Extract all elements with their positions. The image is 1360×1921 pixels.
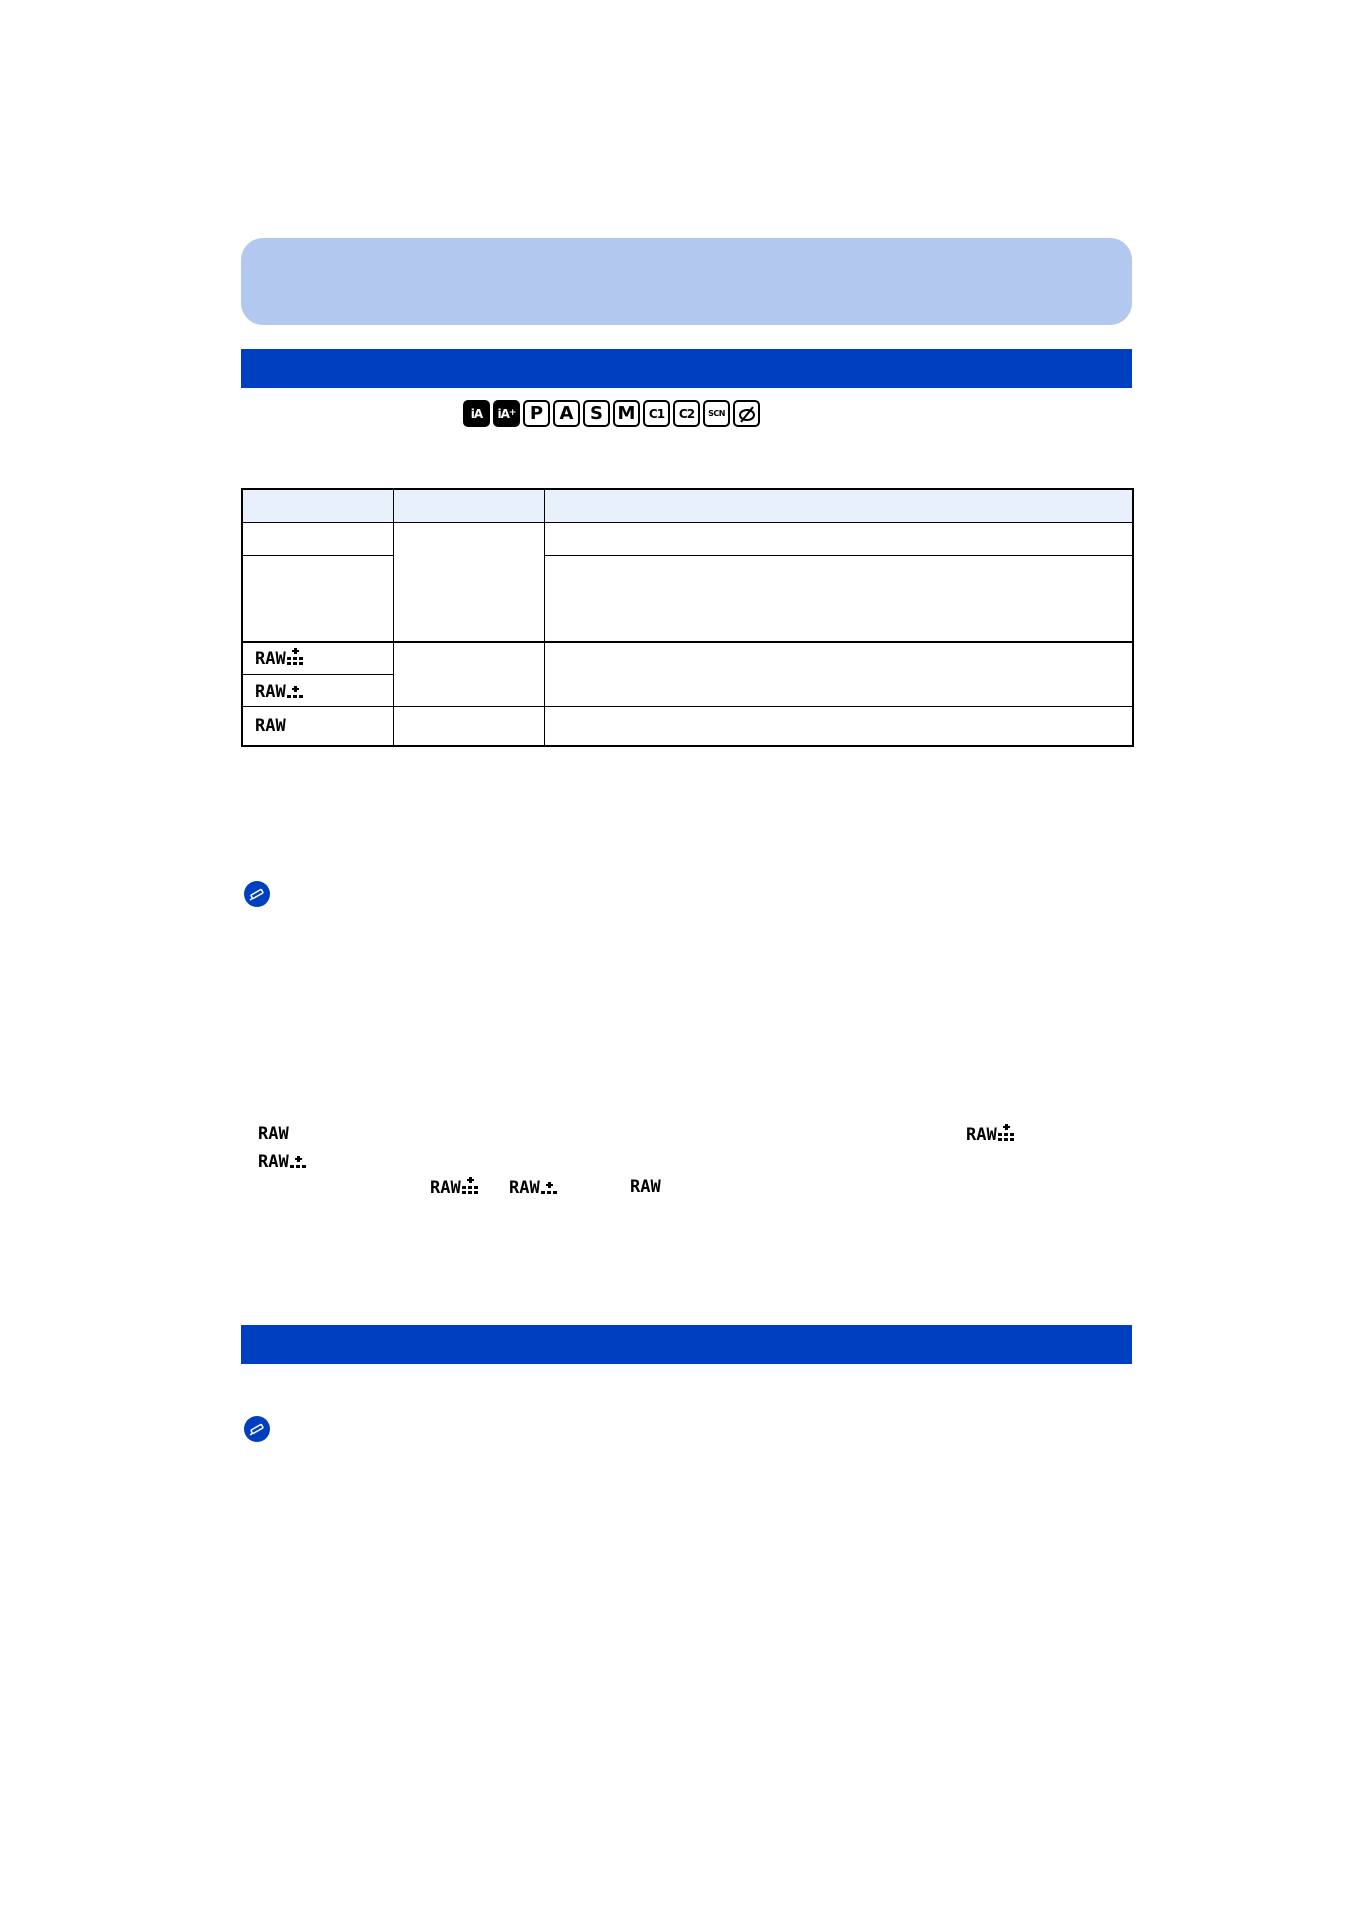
table-header-cell	[393, 489, 544, 523]
mode-p-icon: P	[523, 400, 550, 427]
intelligent-auto-icon: iA	[463, 400, 490, 427]
mode-s-icon: S	[583, 400, 610, 427]
creative-control-icon	[733, 400, 760, 427]
intelligent-auto-plus-icon: iA +	[493, 400, 520, 427]
raw-standard-icon: RAW	[255, 681, 305, 701]
table-header-cell	[544, 489, 1133, 523]
table-cell	[242, 707, 393, 746]
table-cell	[544, 523, 1133, 556]
chapter-banner	[241, 238, 1132, 325]
table-row	[242, 523, 1133, 556]
table-row	[242, 556, 1133, 642]
quality-table	[241, 488, 1134, 747]
raw-only-icon: RAW	[255, 716, 286, 737]
raw-only-icon: RAW	[258, 1124, 289, 1144]
applicable-modes	[463, 400, 760, 430]
table-cell	[544, 707, 1133, 746]
raw-fine-icon: RAW	[966, 1124, 1016, 1144]
table-cell	[544, 642, 1133, 707]
mode-m-icon: M	[613, 400, 640, 427]
table-row	[242, 642, 1133, 675]
mode-scn-icon: SCN	[703, 400, 730, 427]
raw-fine-icon: RAW	[255, 648, 305, 668]
pencil-memo-icon	[244, 1416, 270, 1442]
table-cell	[393, 707, 544, 746]
table-cell	[242, 642, 393, 675]
raw-fine-icon: RAW	[430, 1177, 480, 1197]
table-header-row	[242, 489, 1133, 523]
table-cell	[242, 556, 393, 642]
section-header-bar-2	[241, 1325, 1132, 1364]
raw-only-icon: RAW	[630, 1177, 661, 1197]
table-cell	[544, 556, 1133, 642]
mode-c1-icon: C1	[643, 400, 670, 427]
raw-standard-icon: RAW	[509, 1177, 559, 1197]
section-header-bar-quality	[241, 349, 1132, 388]
raw-standard-icon: RAW	[258, 1151, 308, 1171]
mode-c2-icon: C2	[673, 400, 700, 427]
table-header-cell	[242, 489, 393, 523]
table-cell	[242, 523, 393, 556]
table-cell	[393, 642, 544, 707]
table-cell	[393, 523, 544, 642]
mode-a-icon: A	[553, 400, 580, 427]
pencil-memo-icon	[244, 881, 270, 907]
table-cell	[242, 675, 393, 707]
table-row	[242, 707, 1133, 746]
